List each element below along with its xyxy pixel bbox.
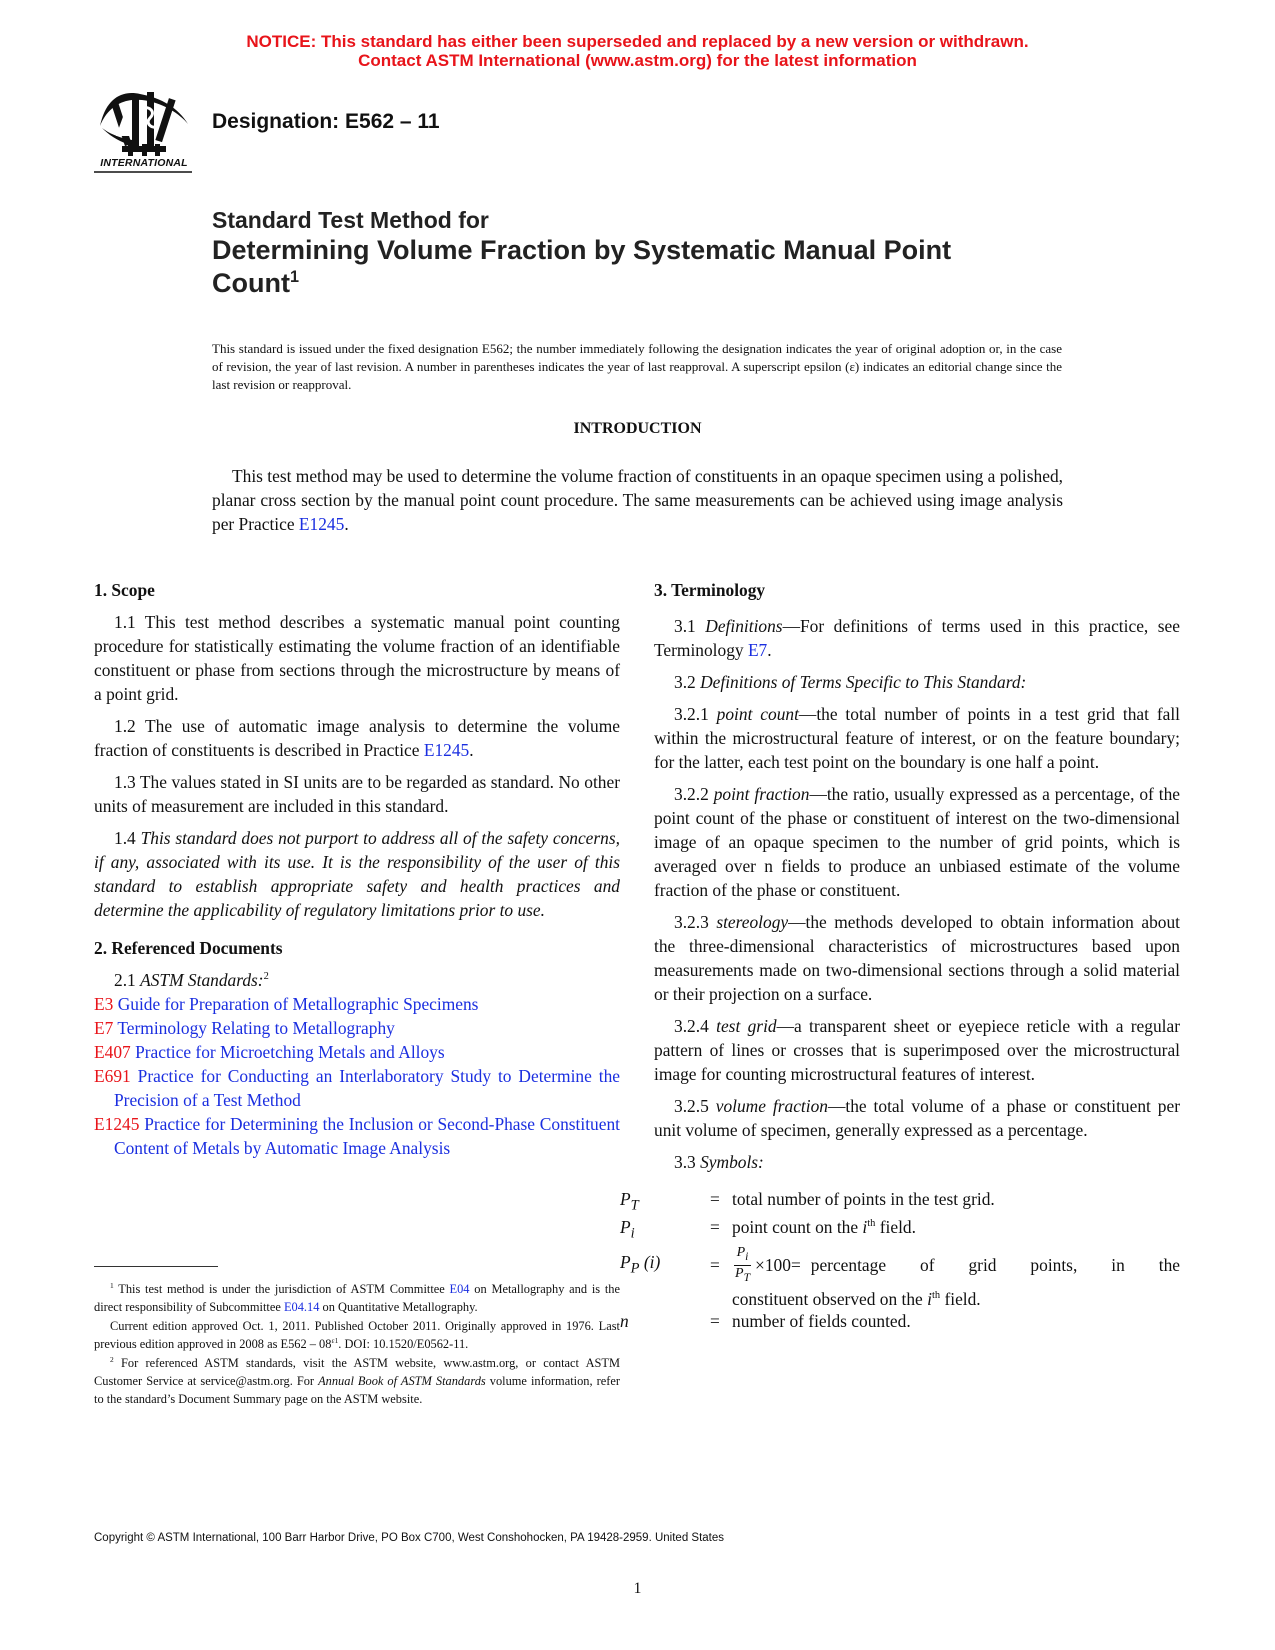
footnote-1-a: This test method is under the jurisdiction of ASTM Committee [113, 1282, 450, 1296]
left-column [94, 578, 620, 1160]
term-3-2 [654, 670, 1180, 694]
ref-e1245-code[interactable]: E1245 [94, 1114, 140, 1134]
def-3-2-3 [654, 910, 1180, 1006]
symbol-pt-eq: = [710, 1189, 720, 1209]
symbol-pp-fraction [732, 1245, 753, 1286]
symbol-pi-sub: i [630, 1225, 635, 1242]
footnote-edition-sup: ε1 [331, 1336, 339, 1346]
scope-1-3: 1.3 The values stated in SI units are to be regarded as standard. No other units of measurement are included in this standard. [94, 772, 620, 816]
document-title [212, 206, 1112, 300]
term-3-2-text: Definitions of Terms Specific to This Standard: [700, 672, 1027, 692]
introduction-body: This test method may be used to determine the volume fraction of constituents in an opaque specimen using a polished, planar cross section by the manual point count procedure. The same measurements can be achieved using image analysis per Practice [212, 466, 1063, 534]
symbol-pp-desc: percentage of grid points, in the [810, 1255, 1180, 1276]
def-3-2-4-text: —a transparent sheet or eyepiece reticle with a regular pattern of lines or crosses that is superimposed over the microstructural image for counting microstructural features of interest. [654, 1016, 1180, 1084]
term-3-1 [654, 614, 1180, 662]
def-3-2-5-term: volume fraction [715, 1096, 828, 1116]
term-3-3-text: Symbols: [700, 1152, 764, 1172]
footnote-1-b: on Metallography and is the direct responsibility of Subcommittee [94, 1282, 620, 1315]
notice-line-1: NOTICE: This standard has either been superseded and replaced by a new version or withdrawn. [246, 32, 1029, 51]
term-3-3 [654, 1150, 1180, 1174]
scope-heading: 1. Scope [94, 580, 155, 600]
ref-e407-title[interactable]: Practice for Microetching Metals and Alloys [135, 1042, 445, 1062]
symbol-pt-letter: P [620, 1189, 631, 1209]
link-e1245-intro[interactable]: E1245 [298, 514, 345, 534]
def-3-2-4-term: test grid [716, 1016, 777, 1036]
def-3-2-2-num: 3.2.2 [674, 784, 714, 804]
link-e7-terminology[interactable]: E7 [747, 640, 768, 660]
introduction-end: . [344, 514, 349, 534]
symbol-pi-eq: = [710, 1217, 720, 1238]
title-line-3: Count [212, 268, 290, 298]
symbol-n-eq: = [710, 1310, 720, 1331]
ref-e407[interactable] [94, 1040, 620, 1064]
term-3-2-num: 3.2 [674, 672, 701, 692]
def-3-2-4-num: 3.2.4 [674, 1016, 717, 1036]
footnote-1 [94, 1280, 620, 1317]
copyright: Copyright © ASTM International, 100 Barr Harbor Drive, PO Box C700, West Conshohocken, PA 19428-2959. United States [94, 1532, 725, 1544]
footnote-2 [94, 1354, 620, 1409]
scope-1-1: 1.1 This test method describes a systematic manual point counting procedure for statistically estimating the volume fraction of an identifiable constituent or phase from sections through the microstructure by means of a point grid. [94, 612, 620, 704]
footnote-1-num: 1 [110, 1280, 114, 1290]
ref-e407-code[interactable]: E407 [94, 1042, 131, 1062]
footnote-2-num: 2 [110, 1354, 114, 1364]
symbol-pi-desc-b: field. [875, 1217, 916, 1238]
symbol-pt [620, 1188, 1180, 1216]
symbol-n-letter: n [620, 1310, 629, 1331]
symbol-pi-desc-i: i [862, 1217, 868, 1238]
ref-e7-code[interactable]: E7 [94, 1018, 114, 1038]
referenced-heading: 2. Referenced Documents [94, 938, 283, 958]
footnote-2-italic: Annual Book of ASTM Standards [318, 1374, 486, 1389]
def-3-2-1-term: point count [716, 704, 799, 724]
link-e04-14[interactable]: E04.14 [283, 1300, 320, 1315]
def-3-2-2-text: —the ratio, usually expressed as a percentage, of the point count of the phase or constituent of interest on the two-dimensional image of an opaque specimen to the number of grid points, which is averaged over n fields to produce an unbiased estimate of the volume fraction of the phase or constituent. [654, 784, 1180, 900]
def-3-2-1 [654, 702, 1180, 774]
ref-e3[interactable] [94, 992, 620, 1016]
terminology-heading: 3. Terminology [654, 580, 766, 600]
def-3-2-4 [654, 1014, 1180, 1086]
scope-1-4-num: 1.4 [114, 828, 141, 848]
term-3-3-num: 3.3 [674, 1152, 701, 1172]
astm-standards-footnote-ref[interactable]: 2 [263, 971, 269, 983]
symbol-pp-desc2-i: i [927, 1288, 932, 1309]
def-3-2-2 [654, 782, 1180, 902]
term-3-1-end: . [767, 640, 772, 660]
scope-1-2-text: 1.2 The use of automatic image analysis to determine the volume fraction of constituents is described in Practice [94, 716, 620, 760]
link-e1245-scope[interactable]: E1245 [423, 740, 470, 760]
def-3-2-2-term: point fraction [713, 784, 810, 804]
symbol-pp-cont [620, 1288, 1180, 1310]
symbol-pp-sub: P [630, 1260, 640, 1277]
symbol-pi-desc-a: point count on the [732, 1217, 863, 1238]
symbol-pt-sub: T [630, 1197, 639, 1214]
def-3-2-3-text: —the methods developed to obtain information about the three-dimensional characteristics of microstructures based upon measurements made on two-dimensional sections through a solid material or their projection on a surface. [654, 912, 1180, 1004]
ref-e1245-title[interactable]: Practice for Determining the Inclusion or Second-Phase Constituent Content of Metals by Automatic Image Analysis [114, 1114, 620, 1158]
footnote-edition [94, 1317, 620, 1354]
symbol-pi [620, 1216, 1180, 1244]
symbol-pp-frac-num: P [736, 1244, 746, 1260]
symbol-pp-letter: P [620, 1252, 631, 1272]
term-3-1-text: —For definitions of terms used in this practice, see Terminology [654, 616, 1180, 660]
introduction-text [212, 464, 1063, 536]
def-3-2-5-text: —the total volume of a phase or constituent per unit volume of specimen, generally expressed as a percentage. [654, 1096, 1181, 1140]
ref-e7[interactable] [94, 1016, 620, 1040]
footnote-2-b: volume information, refer to the standard’s Document Summary page on the ASTM website. [94, 1374, 620, 1407]
ref-e691-title[interactable]: Practice for Conducting an Interlaboratory Study to Determine the Precision of a Test Method [114, 1066, 620, 1110]
symbol-pp-frac-den-sub: T [743, 1270, 751, 1284]
astm-logo [92, 84, 196, 174]
astm-standards-label [94, 968, 620, 992]
title-line-2: Determining Volume Fraction by Systematic Manual Point [212, 235, 952, 265]
footnote-edition-b: . DOI: 10.1520/E0562-11. [338, 1337, 469, 1352]
symbol-pp [620, 1245, 1180, 1286]
scope-1-4 [94, 826, 620, 922]
term-3-1-num: 3.1 [674, 616, 706, 636]
symbol-pp-eq: = [710, 1255, 720, 1276]
footnote-1-c: on Quantitative Metallography. [319, 1300, 478, 1315]
footnote-edition-a: Current edition approved Oct. 1, 2011. Published October 2011. Originally approved in 1976. Last previous edition approved in 2008 as E562 – 08 [94, 1318, 620, 1352]
footnote-rule [94, 1266, 218, 1267]
introduction-heading: INTRODUCTION [573, 420, 702, 437]
astm-standards-num: 2.1 [114, 970, 141, 990]
symbol-pi-letter: P [620, 1217, 631, 1238]
term-3-1-term: Definitions [705, 616, 783, 636]
footnote-2-a: For referenced ASTM standards, visit the ASTM website, www.astm.org, or contact ASTM Customer Service at service@astm.org. For [94, 1355, 620, 1389]
logo-text: INTERNATIONAL [100, 157, 188, 169]
link-e04[interactable]: E04 [449, 1282, 470, 1296]
notice-banner [0, 32, 1275, 70]
symbol-pp-desc2-sup: th [931, 1289, 941, 1301]
ref-e3-code[interactable]: E3 [94, 994, 114, 1014]
symbols-list [620, 1188, 1180, 1332]
ref-e691-code[interactable]: E691 [94, 1066, 131, 1086]
right-column [620, 578, 1181, 1332]
symbol-pp-desc2-b: field. [940, 1288, 981, 1309]
def-3-2-1-text: —the total number of points in a test grid that fall within the microstructural feature of interest, or on the feature boundary; for the latter, each test point on the boundary is one half a point. [654, 704, 1180, 772]
symbol-n [620, 1310, 1180, 1332]
symbol-pp-mult: ×100= [755, 1255, 801, 1276]
def-3-2-5-num: 3.2.5 [674, 1096, 716, 1116]
issued-note: This standard is issued under the fixed designation E562; the number immediately following the designation indicates the year of original adoption or, in the case of revision, the year of last revision. A number in parentheses indicates the year of last reapproval. A superscript epsilon (ε) indicates an editorial change since the last revision or reapproval. [212, 341, 1062, 392]
footnotes [94, 1280, 620, 1409]
def-3-2-3-term: stereology [716, 912, 789, 932]
designation: Designation: E562 – 11 [212, 110, 440, 133]
scope-1-4-text: This standard does not purport to address all of the safety concerns, if any, associated with its use. It is the responsibility of the user of this standard to establish appropriate safety and health practices and determine the applicability of regulatory limitations prior to use. [94, 828, 620, 920]
symbol-pp-frac-num-sub: i [745, 1249, 749, 1263]
def-3-2-1-num: 3.2.1 [674, 704, 717, 724]
symbol-n-desc: number of fields counted. [732, 1310, 911, 1331]
title-footnote-ref[interactable]: 1 [289, 268, 299, 286]
ref-e3-title[interactable]: Guide for Preparation of Metallographic Specimens [117, 994, 479, 1014]
astm-standards-text: ASTM Standards: [140, 970, 264, 990]
symbol-pp-arg: (i) [643, 1252, 661, 1272]
scope-1-2-end: . [469, 740, 474, 760]
title-line-1: Standard Test Method for [212, 207, 489, 233]
scope-1-2 [94, 714, 620, 762]
symbol-pp-desc2-a: constituent observed on the [732, 1288, 928, 1309]
ref-e1245[interactable] [94, 1112, 620, 1160]
symbol-pi-desc-sup: th [867, 1218, 876, 1230]
page-number: 1 [633, 1580, 642, 1597]
symbol-pt-desc: total number of points in the test grid. [732, 1189, 995, 1209]
def-3-2-5 [654, 1094, 1180, 1142]
notice-line-2: Contact ASTM International (www.astm.org) for the latest information [358, 51, 917, 70]
def-3-2-3-num: 3.2.3 [674, 912, 717, 932]
ref-e7-title[interactable]: Terminology Relating to Metallography [117, 1018, 395, 1038]
symbol-pp-frac-den: P [735, 1265, 744, 1281]
ref-e691[interactable] [94, 1064, 620, 1112]
